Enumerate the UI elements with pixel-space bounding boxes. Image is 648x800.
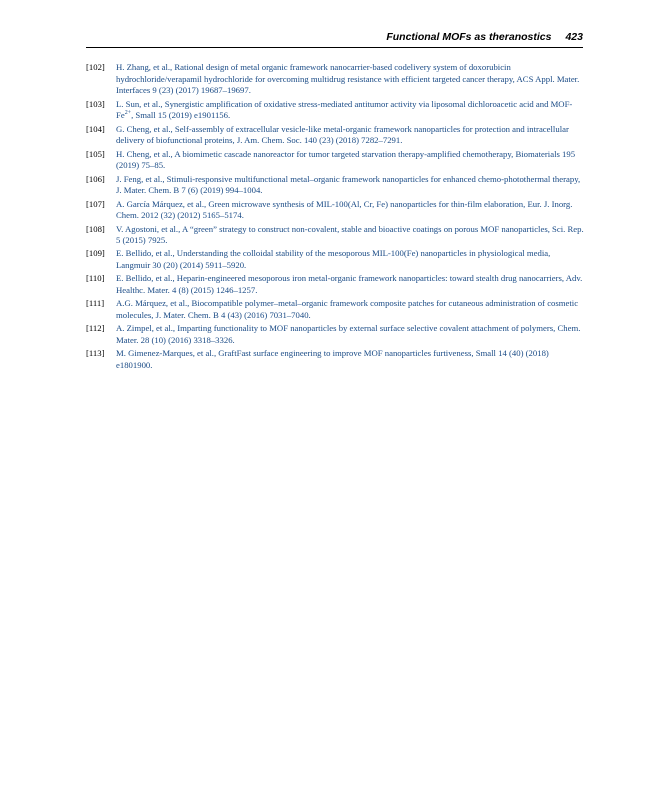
charge-superscript: 2+ — [124, 110, 132, 117]
reference-number: [102] — [86, 62, 105, 72]
reference-item — [86, 248, 586, 271]
reference-number: [112] — [86, 323, 105, 334]
reference-link[interactable]: A. García Márquez, et al., Green microwave synthesis of MIL-100(Al, Cr, Fe) nanoparticles for thin-film elaboration, Eur. J. Inorg. Chem. 2012 (32) (2012) 5165–5174. — [116, 198, 573, 221]
reference-item — [86, 199, 586, 222]
reference-number: [106] — [86, 173, 105, 184]
reference-number: [107] — [86, 198, 105, 209]
reference-item — [86, 174, 586, 197]
running-header — [86, 31, 583, 48]
reference-link[interactable]: G. Cheng, et al., Self-assembly of extracellular vesicle-like metal-organic framework nanoparticles for protection and intracellular delivery of biofunctional proteins, J. Am. Chem. Soc. 140 (23) (2018) 7282–7291. — [116, 123, 569, 146]
page-number: 423 — [565, 31, 583, 43]
reference-number: [103] — [86, 98, 105, 109]
reference-number: [109] — [86, 248, 105, 259]
reference-item — [86, 224, 586, 247]
reference-item — [86, 149, 586, 172]
reference-item — [86, 298, 586, 321]
reference-text-part: , Small 15 (2019) e1901156. — [131, 110, 231, 121]
reference-item — [86, 124, 586, 147]
reference-item — [86, 62, 586, 97]
reference-number: [104] — [86, 123, 105, 134]
reference-number: [113] — [86, 348, 105, 359]
reference-item — [86, 273, 586, 296]
reference-link[interactable]: E. Bellido, et al., Heparin-engineered mesoporous iron metal-organic framework nanoparticles: toward stealth drug nanocarriers, Adv. Healthc. Mater. 4 (8) (2015) 1246–1257. — [116, 273, 583, 296]
reference-link[interactable] — [116, 99, 586, 122]
reference-number: [105] — [86, 148, 105, 159]
reference-text-part: L. Sun, et al., Synergistic amplification of oxidative stress-mediated antitumor activity via liposomal dichloroacetic acid and MOF-Fe — [116, 98, 573, 121]
reference-item — [86, 323, 586, 346]
reference-link[interactable]: A. Zimpel, et al., Imparting functionality to MOF nanoparticles by external surface selective covalent attachment of polymers, Chem. Mater. 28 (10) (2016) 3318–3326. — [116, 323, 581, 346]
reference-number: [111] — [86, 298, 105, 309]
reference-number: [108] — [86, 223, 105, 234]
reference-link[interactable]: H. Zhang, et al., Rational design of metal organic framework nanocarrier-based codelivery system of doxorubicin hydrochloride/verapamil hydrochloride for overcoming multidrug resistance with efficient targeted cancer therapy, ACS Appl. Mater. Interfaces 9 (23) (2017) 19687–19697. — [116, 62, 580, 96]
reference-list — [86, 62, 586, 373]
reference-item — [86, 348, 586, 371]
running-header-title: Functional MOFs as theranostics — [386, 31, 552, 43]
reference-link[interactable]: J. Feng, et al., Stimuli-responsive multifunctional metal–organic framework nanoparticles for enhanced chemo-photothermal therapy, J. Mater. Chem. B 7 (6) (2019) 994–1004. — [116, 173, 581, 196]
reference-link[interactable]: A.G. Márquez, et al., Biocompatible polymer–metal–organic framework composite patches for cutaneous administration of cosmetic molecules, J. Mater. Chem. B 4 (43) (2016) 7031–7040. — [116, 298, 579, 321]
reference-link[interactable]: M. Gimenez-Marques, et al., GraftFast surface engineering to improve MOF nanoparticles furtiveness, Small 14 (40) (2018) e1801900. — [116, 348, 549, 371]
reference-link[interactable]: H. Cheng, et al., A biomimetic cascade nanoreactor for tumor targeted starvation therapy-amplified chemotherapy, Biomaterials 195 (2019) 75–85. — [116, 148, 576, 171]
reference-number: [110] — [86, 273, 105, 284]
reference-link[interactable]: V. Agostoni, et al., A “green” strategy to construct non-covalent, stable and bioactive coatings on porous MOF nanoparticles, Sci. Rep. 5 (2015) 7925. — [116, 223, 584, 246]
reference-link[interactable]: E. Bellido, et al., Understanding the colloidal stability of the mesoporous MIL-100(Fe) nanoparticles in physiological media, Langmuir 30 (20) (2014) 5911–5920. — [116, 248, 551, 271]
reference-item — [86, 99, 586, 122]
